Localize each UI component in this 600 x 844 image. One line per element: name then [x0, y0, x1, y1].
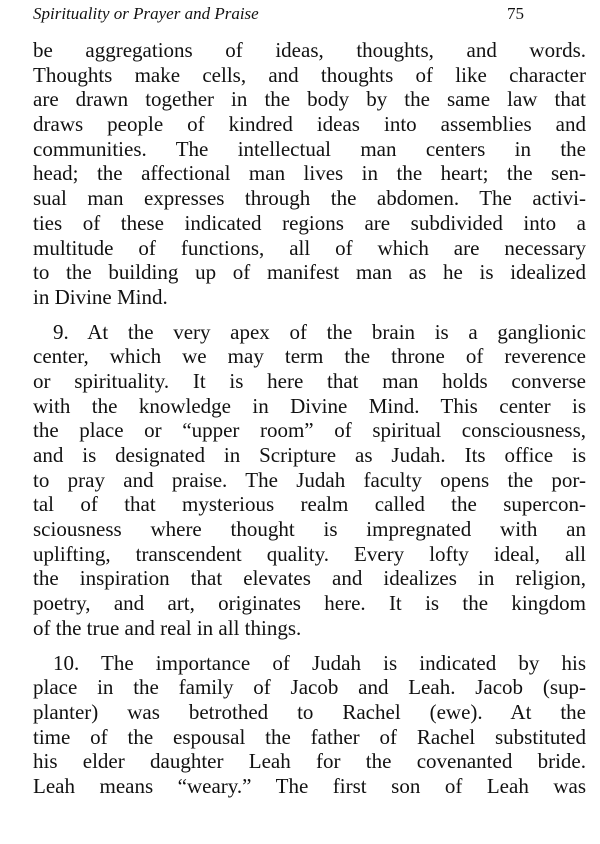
text-line: to the building up of manifest man as he is idealized	[33, 260, 586, 285]
text-line: in Divine Mind.	[33, 284, 168, 309]
text-line: 9. At the very apex of the brain is a ganglionic	[53, 319, 586, 344]
text-line: multitude of functions, all of which are necessary	[33, 235, 586, 260]
text-line: to pray and praise. The Judah faculty opens the por-	[33, 467, 586, 492]
text-line: the inspiration that elevates and idealizes in religion,	[33, 566, 586, 591]
text-line: 10. The importance of Judah is indicated by his	[53, 650, 586, 675]
text-line: be aggregations of ideas, thoughts, and words.	[33, 38, 586, 62]
text-line: are drawn together in the body by the same law that	[33, 87, 586, 112]
text-line: communities. The intellectual man centers in the	[33, 136, 586, 161]
running-title: Spirituality or Prayer and Praise	[33, 4, 259, 23]
page-number: 75	[507, 4, 524, 23]
text-line: the place or “upper room” of spiritual consciousness,	[33, 418, 586, 443]
text-line: center, which we may term the throne of reverence	[33, 344, 586, 369]
text-line: and is designated in Scripture as Judah. Its office is	[33, 443, 586, 467]
text-line: draws people of kindred ideas into assemblies and	[33, 112, 586, 137]
paragraph	[33, 320, 586, 641]
paragraph	[33, 651, 586, 799]
text-line: planter) was betrothed to Rachel (ewe). At the	[33, 699, 586, 724]
page-body	[33, 38, 586, 799]
text-line: time of the espousal the father of Rachel substituted	[33, 724, 586, 749]
text-line: sciousness where thought is impregnated with an	[33, 517, 586, 542]
text-line: Leah means “weary.” The first son of Leah was	[33, 773, 586, 798]
text-line: head; the affectional man lives in the heart; the sen-	[33, 161, 586, 186]
text-line: of the true and real in all things.	[33, 615, 302, 640]
text-line: Thoughts make cells, and thoughts of like character	[33, 62, 586, 87]
text-line: ties of these indicated regions are subdivided into a	[33, 210, 586, 235]
paragraph	[33, 38, 586, 310]
text-line: or spirituality. It is here that man holds converse	[33, 368, 586, 393]
text-line: uplifting, transcendent quality. Every lofty ideal, all	[33, 541, 586, 566]
text-line: tal of that mysterious realm called the supercon-	[33, 492, 586, 517]
text-line: poetry, and art, originates here. It is the kingdom	[33, 591, 586, 616]
text-line: sual man expresses through the abdomen. The activi-	[33, 186, 586, 211]
text-line: his elder daughter Leah for the covenanted bride.	[33, 749, 586, 774]
text-line: with the knowledge in Divine Mind. This center is	[33, 393, 586, 418]
text-line: place in the family of Jacob and Leah. Jacob (sup-	[33, 675, 586, 700]
